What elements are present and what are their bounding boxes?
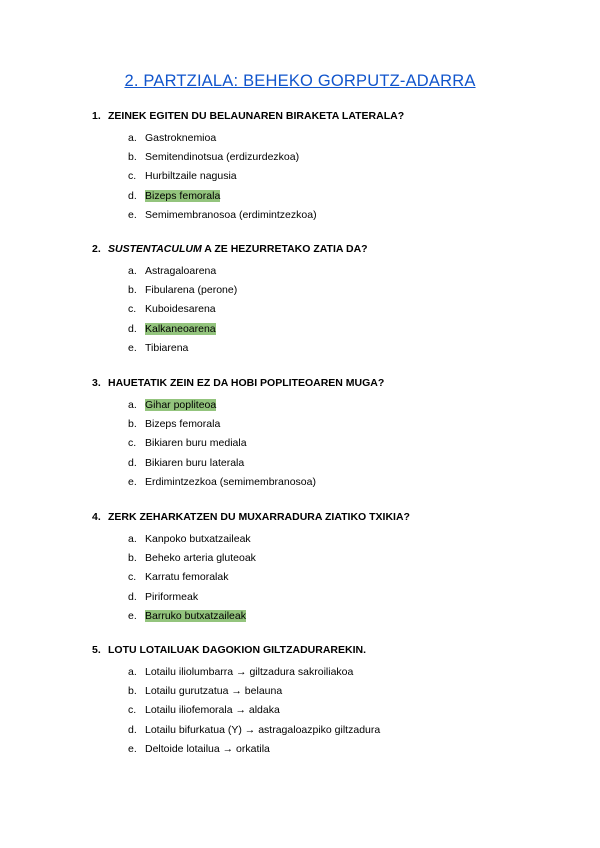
option-d (92, 721, 552, 740)
option-list (92, 530, 552, 626)
option-text: Karratu femoralak (145, 571, 229, 584)
option-a (92, 530, 552, 549)
question-3 (92, 376, 552, 492)
question-heading (92, 643, 552, 657)
option-b (92, 148, 552, 167)
option-a (92, 663, 552, 682)
question-text: A ZE HEZURRETAKO ZATIA DA? (201, 243, 368, 255)
option-letter: c. (128, 437, 137, 450)
option-e (92, 206, 552, 225)
option-letter: e. (128, 208, 137, 221)
question-number: 5. (92, 644, 101, 656)
option-letter: d. (128, 322, 137, 335)
question-text-italic: SUSTENTACULUM (108, 243, 202, 255)
option-a (92, 262, 552, 281)
question-number: 3. (92, 377, 101, 389)
question-text: ZEINEK EGITEN DU BELAUNAREN BIRAKETA LATERALA? (108, 110, 405, 122)
option-text: Hurbiltzaile nagusia (145, 170, 237, 183)
option-letter: a. (128, 265, 137, 277)
option-text: Lotailu iliofemorala → aldaka (145, 704, 280, 717)
option-text: Kuboidesarena (145, 303, 216, 316)
option-b (92, 415, 552, 434)
option-d (92, 320, 552, 339)
option-list (92, 262, 552, 358)
option-letter: a. (128, 666, 137, 678)
option-text: Deltoide lotailua → orkatila (145, 742, 270, 755)
option-letter: c. (128, 704, 137, 717)
option-text: Gastroknemioa (145, 132, 217, 144)
question-5 (92, 643, 552, 759)
option-letter: a. (128, 132, 137, 144)
option-letter: d. (128, 189, 137, 202)
option-letter: a. (128, 533, 137, 545)
option-text-highlighted: Kalkaneoarena (145, 322, 216, 335)
option-e (92, 473, 552, 492)
option-letter: d. (128, 590, 137, 603)
option-d (92, 187, 552, 206)
question-2 (92, 242, 552, 358)
option-letter: b. (128, 685, 137, 698)
question-text: ZERK ZEHARKATZEN DU MUXARRADURA ZIATIKO TXIKIA? (108, 511, 410, 523)
option-c (92, 568, 552, 587)
option-text: Erdimintzezkoa (semimembranosoa) (145, 475, 316, 488)
option-letter: d. (128, 723, 137, 736)
option-text-highlighted: Gihar popliteoa (145, 399, 217, 411)
option-letter: b. (128, 418, 137, 431)
option-list (92, 663, 552, 759)
option-text: Tibiarena (145, 341, 189, 354)
option-c (92, 701, 552, 720)
option-c (92, 300, 552, 319)
question-number: 4. (92, 511, 101, 523)
question-heading (92, 109, 552, 123)
option-letter: a. (128, 399, 137, 411)
option-letter: b. (128, 151, 137, 164)
option-b (92, 682, 552, 701)
option-text: Lotailu bifurkatua (Y) → astragaloazpiko giltzadura (145, 723, 381, 736)
option-letter: b. (128, 552, 137, 565)
option-text: Astragaloarena (145, 265, 217, 277)
option-a (92, 129, 552, 148)
option-text: Bikiaren buru laterala (145, 456, 245, 469)
option-text: Lotailu gurutzatua → belauna (145, 685, 283, 698)
question-number: 1. (92, 110, 101, 122)
option-d (92, 588, 552, 607)
document-title: 2. PARTZIALA: BEHEKO GORPUTZ-ADARRA (124, 72, 476, 90)
option-letter: b. (128, 284, 137, 297)
option-letter: c. (128, 303, 137, 316)
option-letter: e. (128, 609, 137, 622)
option-e (92, 339, 552, 358)
option-text: Piriformeak (145, 590, 199, 603)
option-text: Semimembranosoa (erdimintzezkoa) (145, 208, 317, 221)
option-text: Fibularena (perone) (145, 284, 238, 297)
question-1 (92, 109, 552, 225)
question-text: HAUETATIK ZEIN EZ DA HOBI POPLITEOAREN MUGA? (108, 377, 385, 389)
question-heading (92, 242, 552, 256)
option-b (92, 281, 552, 300)
option-list (92, 129, 552, 225)
option-text: Beheko arteria gluteoak (145, 552, 256, 565)
option-text: Bikiaren buru mediala (145, 437, 247, 450)
question-heading (92, 376, 552, 390)
option-text-highlighted: Bizeps femorala (145, 189, 221, 202)
option-a (92, 396, 552, 415)
option-list (92, 396, 552, 492)
question-heading (92, 510, 552, 524)
option-text: Semitendinotsua (erdizurdezkoa) (145, 151, 300, 164)
option-e (92, 740, 552, 759)
option-text: Kanpoko butxatzaileak (145, 533, 251, 545)
option-d (92, 454, 552, 473)
question-4 (92, 510, 552, 626)
option-text-highlighted: Barruko butxatzaileak (145, 609, 246, 622)
option-e (92, 607, 552, 626)
option-letter: e. (128, 475, 137, 488)
question-number: 2. (92, 243, 101, 255)
option-text: Bizeps femorala (145, 418, 221, 431)
option-letter: c. (128, 170, 137, 183)
option-letter: d. (128, 456, 137, 469)
option-b (92, 549, 552, 568)
option-text: Lotailu iliolumbarra → giltzadura sakroiliakoa (145, 666, 354, 678)
option-c (92, 434, 552, 453)
question-text: LOTU LOTAILUAK DAGOKION GILTZADURAREKIN. (108, 644, 367, 656)
option-c (92, 167, 552, 186)
option-letter: c. (128, 571, 137, 584)
option-letter: e. (128, 742, 137, 755)
option-letter: e. (128, 341, 137, 354)
